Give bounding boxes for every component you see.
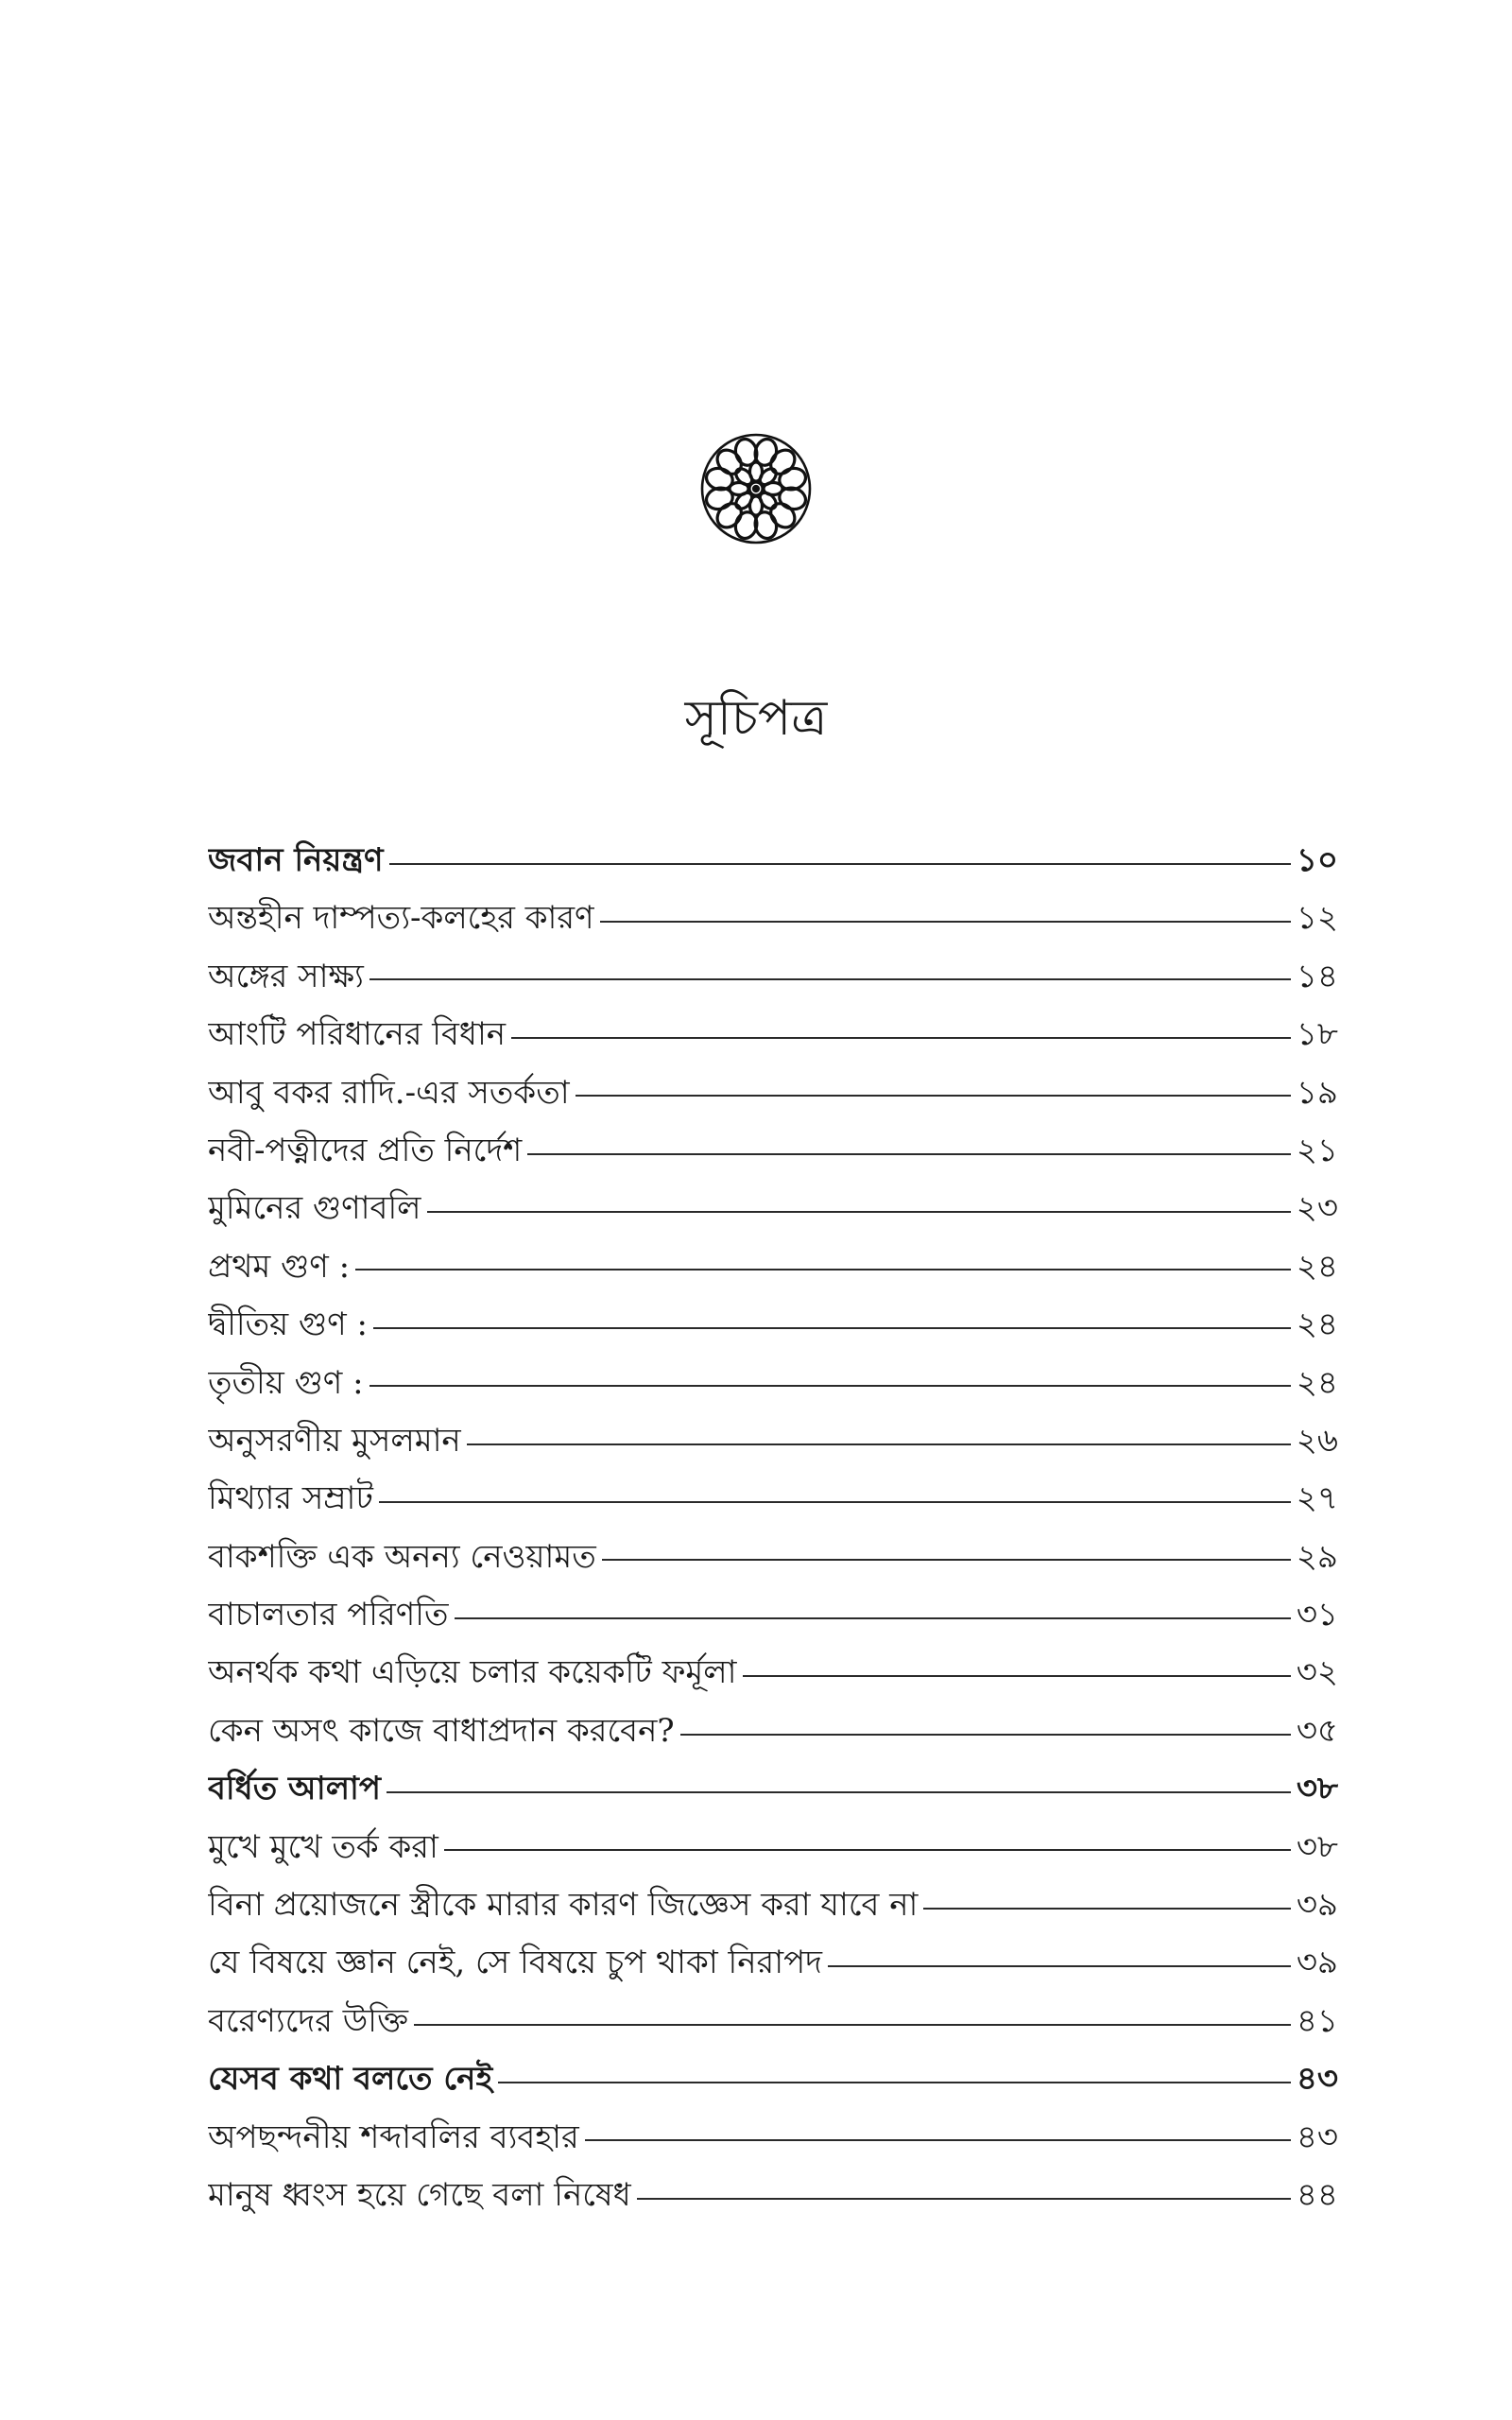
toc-entry-title: মুমিনের গুণাবলি	[208, 1189, 421, 1228]
toc-leader-line	[576, 1095, 1291, 1097]
toc-leader-line	[379, 1501, 1291, 1503]
toc-entry-page-number: ৩৯	[1296, 1944, 1338, 1982]
toc-entry	[208, 1876, 1338, 1934]
toc-leader-line	[427, 1211, 1291, 1213]
toc-entry	[208, 1470, 1338, 1528]
toc-entry-title: আবু বকর রাদি.-এর সতর্কতা	[208, 1073, 570, 1112]
toc-entry-page-number: ৪৩	[1296, 2060, 1338, 2099]
toc-entry	[208, 1064, 1338, 1122]
toc-entry-title: কেন অসৎ কাজে বাধাপ্রদান করবেন?	[208, 1711, 675, 1750]
toc-entry	[208, 890, 1338, 947]
toc-entry-page-number: ১৯	[1296, 1073, 1338, 1112]
toc-entry-page-number: ২৩	[1296, 1189, 1338, 1228]
toc-entry-page-number: ১০	[1296, 841, 1338, 879]
toc-entry-page-number: ২৯	[1296, 1537, 1338, 1576]
toc-entry-page-number: ২৪	[1296, 1363, 1338, 1402]
toc-entry-page-number: ৪৩	[1296, 2118, 1338, 2156]
toc-entry	[208, 1296, 1338, 1354]
toc-leader-line	[387, 1791, 1291, 1793]
toc-leader-line	[455, 1617, 1291, 1619]
toc-entry-title: নবী-পত্নীদের প্রতি নির্দেশ	[208, 1131, 523, 1169]
toc-leader-line	[602, 1559, 1291, 1561]
toc-entry-title: দ্বীতিয় গুণ :	[208, 1305, 368, 1344]
toc-leader-line	[680, 1734, 1291, 1736]
toc-entry-page-number: ৪৪	[1296, 2175, 1338, 2214]
toc-entry-title: যে বিষয়ে জ্ঞান নেই, সে বিষয়ে চুপ থাকা নিরাপদ	[208, 1944, 823, 1982]
toc-entry-title: অনর্থক কথা এড়িয়ে চলার কয়েকটি ফর্মূলা	[208, 1653, 737, 1692]
toc-entry-page-number: ২৬	[1296, 1421, 1338, 1460]
toc-entry-title: অঙ্গের সাক্ষ্য	[208, 957, 364, 995]
toc-entry	[208, 2050, 1338, 2108]
toc-entry	[208, 1819, 1338, 1876]
toc-entry	[208, 948, 1338, 1006]
toc-entry	[208, 1355, 1338, 1412]
toc-leader-line	[369, 1385, 1291, 1387]
toc-entry	[208, 1586, 1338, 1644]
toc-entry-title: বাচালতার পরিণতি	[208, 1596, 449, 1634]
toc-leader-line	[355, 1269, 1291, 1270]
toc-entry-page-number: ১৮	[1296, 1015, 1338, 1054]
toc-entry-page-number: ১৪	[1296, 957, 1338, 995]
toc-leader-line	[389, 863, 1291, 865]
rosette-ornament-icon	[697, 430, 815, 547]
toc-entry-page-number: ৩৮	[1296, 1770, 1338, 1808]
toc-entry-title: মানুষ ধ্বংস হয়ে গেছে বলা নিষেধ	[208, 2175, 631, 2214]
toc-entry	[208, 1934, 1338, 1992]
toc-entry-title: বরেণ্যদের উক্তি	[208, 2001, 408, 2040]
toc-leader-line	[467, 1443, 1291, 1445]
toc-entry-title: অনুসরণীয় মুসলমান	[208, 1421, 461, 1460]
toc-leader-line	[373, 1327, 1291, 1329]
toc-entry	[208, 1122, 1338, 1180]
toc-entry	[208, 1006, 1338, 1063]
toc-leader-line	[498, 2082, 1291, 2083]
toc-entry-title: যেসব কথা বলতে নেই	[208, 2060, 493, 2099]
toc-entry	[208, 1644, 1338, 1702]
toc-entry-page-number: ১২	[1296, 899, 1338, 938]
toc-entry	[208, 1238, 1338, 1296]
toc-entry-title: অপছন্দনীয় শব্দাবলির ব্যবহার	[208, 2118, 579, 2156]
toc-entry-page-number: ৩৮	[1296, 1827, 1338, 1866]
toc-entry-title: বিনা প্রয়োজনে স্ত্রীকে মারার কারণ জিজ্ঞেস করা যাবে না	[208, 1886, 919, 1925]
toc-entry-title: বর্ধিত আলাপ	[208, 1770, 381, 1808]
toc-leader-line	[828, 1965, 1291, 1967]
toc-entry-page-number: ৩১	[1296, 1596, 1338, 1634]
toc-entry-title: বাকশক্তি এক অনন্য নেওয়ামত	[208, 1537, 596, 1576]
toc-leader-line	[585, 2139, 1291, 2141]
toc-entry-title: আংটি পরিধানের বিধান	[208, 1015, 507, 1054]
toc-entry-title: জবান নিয়ন্ত্রণ	[208, 841, 384, 879]
table-of-contents	[208, 832, 1338, 2224]
toc-leader-line	[527, 1153, 1291, 1155]
toc-leader-line	[444, 1849, 1291, 1851]
toc-entry-page-number: ২৪	[1296, 1247, 1338, 1286]
toc-entry	[208, 1703, 1338, 1760]
toc-entry	[208, 2109, 1338, 2167]
toc-entry-page-number: ২৭	[1296, 1479, 1338, 1518]
toc-entry	[208, 1180, 1338, 1237]
toc-leader-line	[600, 921, 1291, 923]
toc-entry	[208, 1993, 1338, 2050]
toc-entry-title: মুখে মুখে তর্ক করা	[208, 1827, 438, 1866]
toc-entry	[208, 2167, 1338, 2224]
toc-entry	[208, 1529, 1338, 1586]
toc-entry-page-number: ৩৫	[1296, 1711, 1338, 1750]
toc-entry	[208, 1760, 1338, 1818]
toc-entry-title: মিথ্যার সম্রাট	[208, 1479, 373, 1518]
toc-leader-line	[637, 2198, 1291, 2200]
toc-entry-page-number: ৩৯	[1296, 1886, 1338, 1925]
toc-entry-page-number: ৩২	[1296, 1653, 1338, 1692]
toc-leader-line	[369, 978, 1291, 980]
toc-leader-line	[923, 1908, 1290, 1910]
toc-entry-title: প্রথম গুণ :	[208, 1247, 351, 1286]
toc-entry-title: অন্তহীন দাম্পত্য-কলহের কারণ	[208, 899, 594, 938]
toc-entry	[208, 832, 1338, 890]
toc-leader-line	[511, 1037, 1291, 1039]
toc-entry-title: তৃতীয় গুণ :	[208, 1363, 364, 1402]
toc-entry	[208, 1412, 1338, 1470]
toc-leader-line	[743, 1675, 1291, 1677]
toc-leader-line	[414, 2024, 1291, 2026]
toc-entry-page-number: ৪১	[1296, 2001, 1338, 2040]
page-title: সূচিপত্র	[684, 690, 828, 747]
toc-entry-page-number: ২৪	[1296, 1305, 1338, 1344]
toc-entry-page-number: ২১	[1296, 1131, 1338, 1169]
